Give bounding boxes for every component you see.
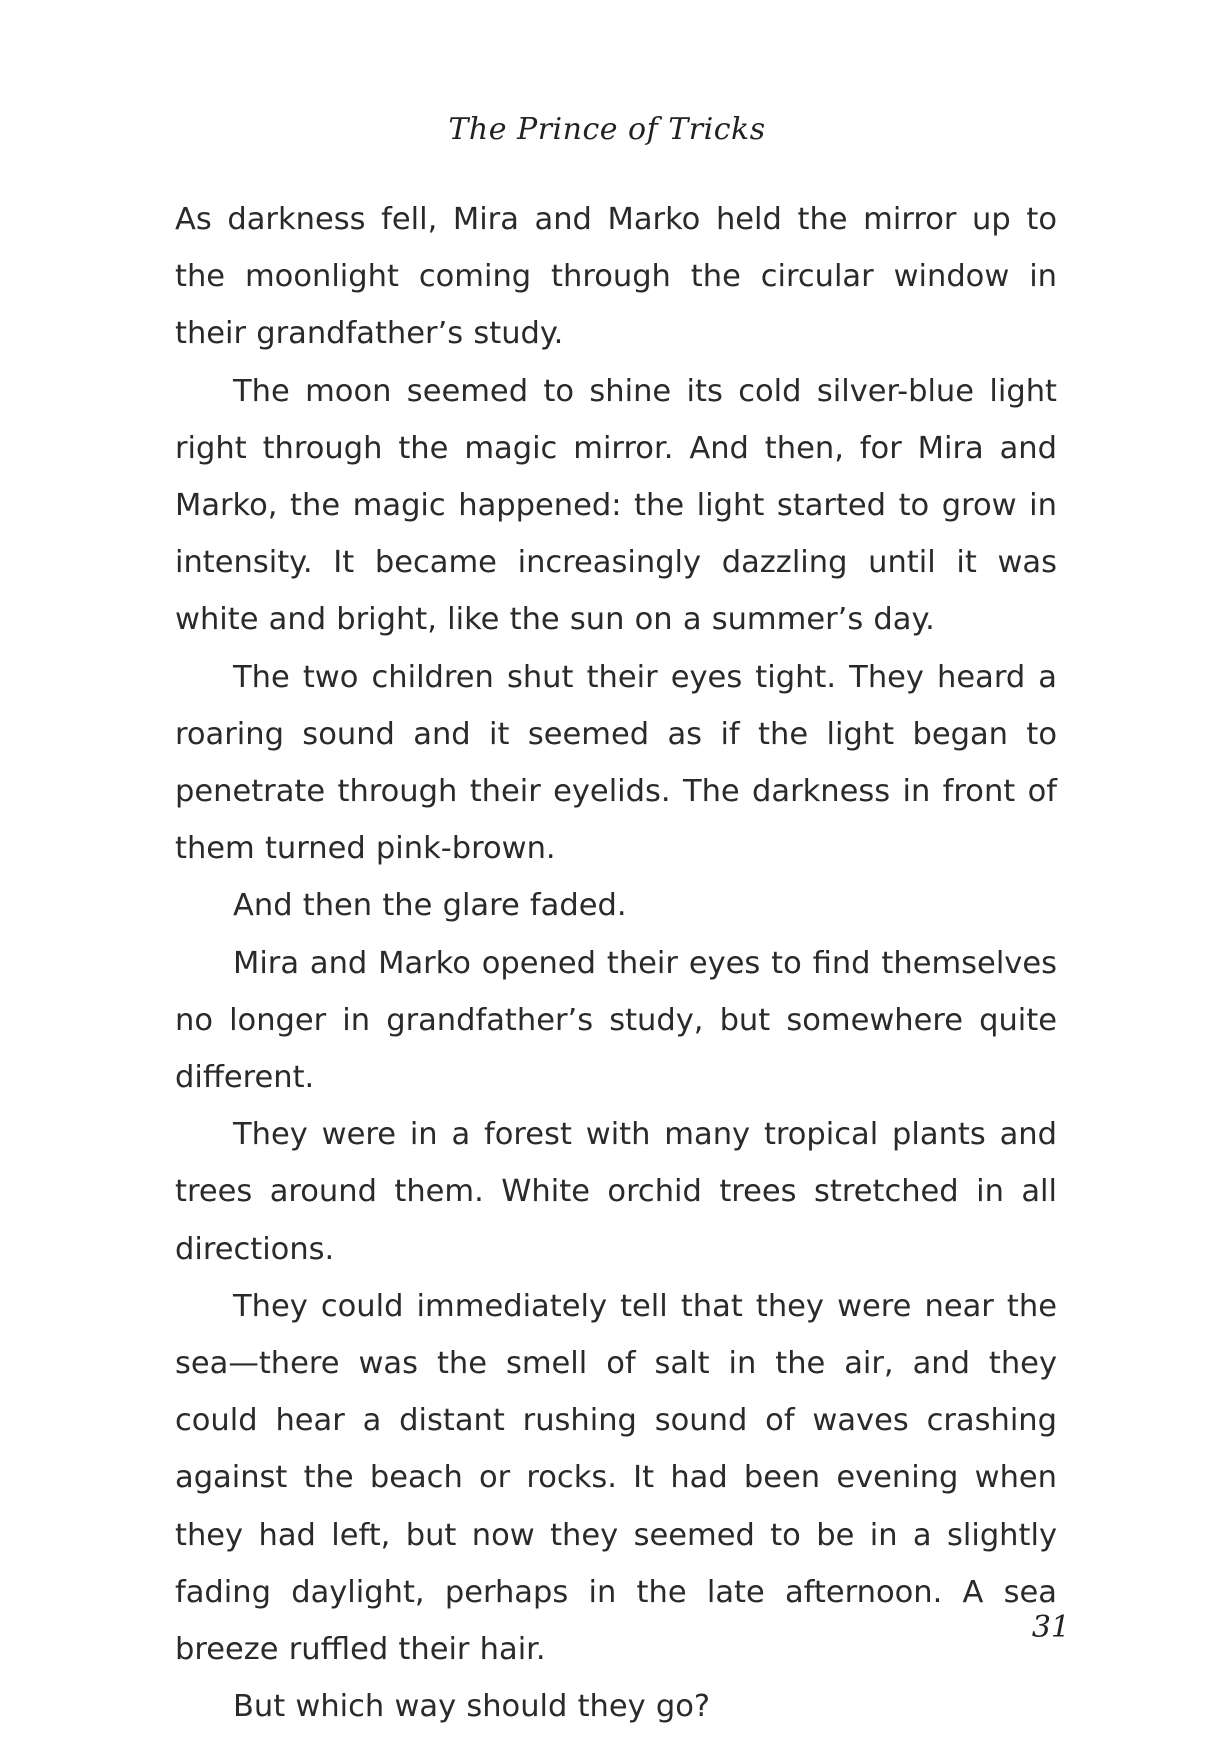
paragraph: The two children shut their eyes tight. They heard a roaring sound and it seemed as if the light began to penetrate through their eyelids. The darkness in front of them turned pink-brown.: [175, 659, 1057, 867]
paragraph: As darkness fell, Mira and Marko held the mirror up to the moonlight coming through the circular window in their grandfather’s study.: [175, 202, 1057, 352]
paragraph: The moon seemed to shine its cold silver-blue light right through the magic mirror. And then, for Mira and Marko, the magic happened: the light started to grow in intensity. It became increasingly dazzling until it was white and bright, like the sun on a summer’s day.: [175, 373, 1057, 638]
running-title: The Prince of Tricks: [448, 112, 766, 147]
paragraph: Mira and Marko opened their eyes to find themselves no longer in grandfather’s study, but somewhere quite different.: [175, 945, 1057, 1096]
body-text: [175, 191, 1057, 1735]
paragraph: They were in a forest with many tropical plants and trees around them. White orchid trees stretched in all directions.: [175, 1117, 1057, 1267]
paragraph: They could immediately tell that they were near the sea—there was the smell of salt in the air, and they could hear a distant rushing sound of waves crashing against the beach or rocks. It had been evening when they had left, but now they seemed to be in a slightly fading daylight, perhaps in the late afternoon. A sea breeze ruffled their hair.: [175, 1288, 1057, 1668]
paragraph: But which way should they go?: [233, 1689, 711, 1725]
page-number: 31: [1031, 1610, 1070, 1645]
paragraph: And then the glare faded.: [233, 888, 627, 924]
